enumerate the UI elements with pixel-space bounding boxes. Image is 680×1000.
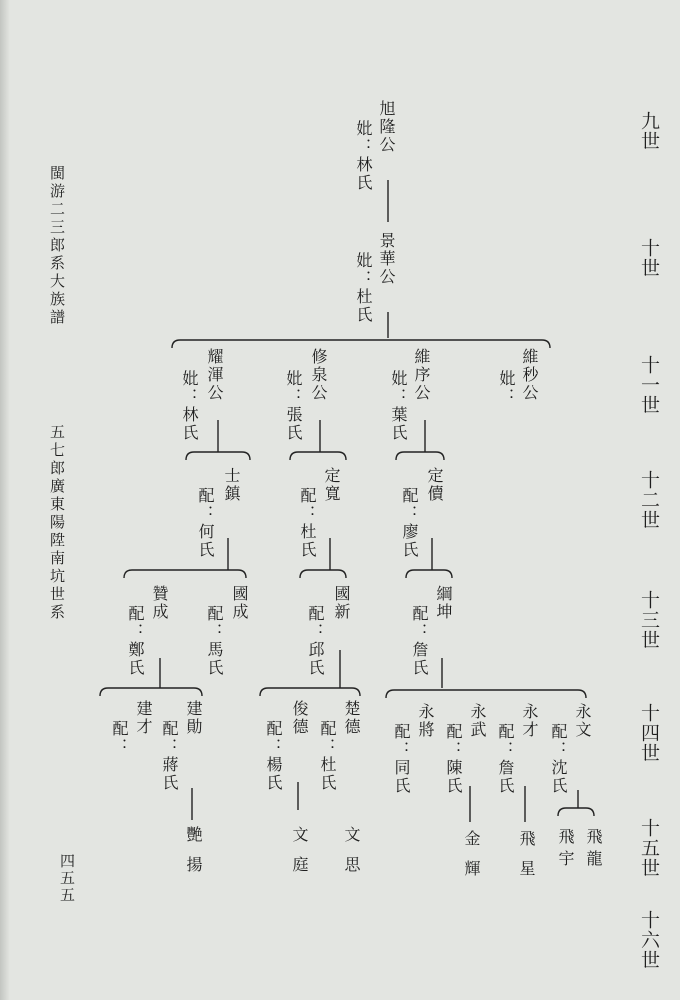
spouse-jian-cai: 配： [110, 720, 129, 756]
spouse-chu-de: 配：杜氏 [318, 720, 337, 792]
spouse-wei-zhi: 妣： [497, 370, 516, 406]
spouse-xu-long: 妣：林氏 [354, 120, 373, 192]
spouse-gang-kun: 配：詹氏 [410, 605, 429, 677]
person-jian-xun: 建勛 [184, 700, 203, 736]
spouse-ding-kuan: 配：杜氏 [298, 487, 317, 559]
person-yong-cai: 永才 [520, 703, 539, 739]
person-gang-kun: 綱坤 [434, 585, 453, 621]
person-xu-long: 旭隆公 [377, 100, 396, 154]
spouse-ding-kuai: 配：廖氏 [400, 487, 419, 559]
generation-13: 十三世 [638, 590, 660, 650]
page-number: 四五五 [58, 853, 76, 904]
person-shi-zhen: 士鎮 [222, 467, 241, 503]
spouse-yong-jiang: 配：同氏 [392, 723, 411, 795]
person-yao-hun: 耀渾公 [205, 348, 224, 402]
person-wei-xu: 維序公 [412, 348, 431, 402]
generation-15: 十五世 [638, 818, 660, 878]
lineage-subtitle: 五七郎廣東陽陞南坑世系 [48, 424, 66, 622]
person-guo-xin: 國新 [332, 585, 351, 621]
spouse-yong-wu: 配：陳氏 [444, 723, 463, 795]
person-yong-wen: 永文 [573, 703, 592, 739]
person-jing-hua: 景華公 [377, 232, 396, 286]
person-yong-wu: 永武 [468, 703, 487, 739]
person-xiu-quan: 修泉公 [309, 348, 328, 402]
person-yong-jiang: 永將 [416, 703, 435, 739]
person-fei-yu: 飛宇 [556, 828, 575, 872]
person-jian-cai: 建才 [134, 700, 153, 736]
generation-14: 十四世 [638, 703, 660, 763]
spouse-jing-hua: 妣：杜氏 [354, 252, 373, 324]
person-ding-kuan: 定寬 [322, 467, 341, 503]
spouse-yong-wen: 配：沈氏 [549, 723, 568, 795]
person-chu-de: 楚德 [342, 700, 361, 736]
generation-9: 九世 [638, 111, 660, 151]
person-fei-long: 飛龍 [584, 828, 603, 872]
spouse-wei-xu: 妣：葉氏 [389, 370, 408, 442]
generation-16: 十六世 [638, 910, 660, 970]
spouse-zan-cheng: 配：鄭氏 [126, 605, 145, 677]
person-fei-xing: 飛星 [517, 830, 536, 890]
person-jin-hui: 金輝 [462, 830, 481, 890]
spouse-guo-xin: 配：邱氏 [306, 605, 325, 677]
person-ding-kuai: 定儥 [425, 467, 444, 503]
book-title: 閩游二三郎系大族譜 [48, 165, 66, 327]
person-wei-zhi: 維秒公 [520, 348, 539, 402]
generation-10: 十世 [638, 238, 660, 278]
spouse-yao-hun: 妣：林氏 [180, 370, 199, 442]
person-jun-de: 俊德 [290, 700, 309, 736]
spouse-xiu-quan: 妣：張氏 [284, 370, 303, 442]
person-zan-cheng: 贊成 [150, 585, 169, 621]
person-yan-yang: 艷揚 [184, 826, 203, 886]
spouse-jun-de: 配：楊氏 [264, 720, 283, 792]
spouse-yong-cai: 配：詹氏 [496, 723, 515, 795]
person-wen-si: 文思 [342, 826, 361, 886]
generation-12: 十二世 [638, 470, 660, 530]
spouse-shi-zhen: 配：何氏 [196, 487, 215, 559]
generation-11: 十一世 [638, 355, 660, 415]
spouse-jian-xun: 配：蔣氏 [160, 720, 179, 792]
spouse-guo-cheng: 配：馬氏 [205, 605, 224, 677]
person-wen-ting: 文庭 [290, 826, 309, 886]
person-guo-cheng: 國成 [230, 585, 249, 621]
